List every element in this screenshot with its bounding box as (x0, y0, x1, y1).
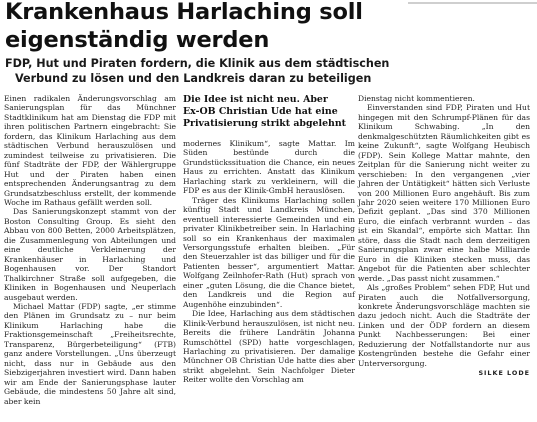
body-paragraph: Als „großes Problem“ sehen FDP, Hut und Piraten auch die Notfallversorgung, konkrete Änderungsvorschläge machten sie dazu jedoch nicht. Auch die Stadträte der Linken und der ÖDP fordern an diesem Punkt Nachbesserungen: Bei einer Reduzierung der Notfallstandorte nur aus Kostengründen bestehe die Gefahr einer Unterversorgung. (358, 283, 530, 368)
author-byline: SILKE LODE (478, 369, 530, 378)
page-edge-rule (408, 0, 537, 8)
pull-quote-line: Die Idee ist nicht neu. Aber (183, 94, 328, 105)
headline-line: eigenständig werden (5, 27, 270, 53)
body-paragraph: Das Sanierungskonzept stammt von der Boston Consulting Group. Es sieht den Abbau von 800 Betten, 2000 Arbeitsplätzen, die Zusammenlegung von Abteilungen und eine deutliche Verkleinerung der Krankenhäuser in Harlaching und Bogenhausen vor. Der Standort Thalkirchner Straße soll aufgegeben, die Kliniken in Bogenhausen und Neuperlach ausgebaut werden. (4, 207, 176, 302)
body-paragraph: modernes Klinikum“, sagte Mattar. Im Süden bestünde durch die Grundstückssituation die Chance, ein neues Haus zu errichten. Anstatt das Klinikum Harlaching stark zu verkleinern, will die FDP es aus der Klinik-GmbH herauslösen. (183, 139, 355, 196)
pull-quote (183, 94, 355, 130)
article-headline (5, 0, 405, 54)
article-column-1 (4, 94, 176, 406)
headline-line: Krankenhaus Harlaching soll (5, 0, 363, 25)
body-paragraph: Die Idee, Harlaching aus dem städtischen Klinik-Verbund herauszulösen, ist nicht neu. Bereits die frühere Landrätin Johanna Rumschöttel (SPD) hatte vorgeschlagen, Harlaching zu privatisieren. Der damalige Münchner OB Christian Ude hatte dies aber strikt abgelehnt. Sein Nachfolger Dieter Reiter wollte den Vorschlag am (183, 309, 355, 385)
pull-quote-line: Privatisierung strikt abgelehnt (183, 118, 346, 129)
body-paragraph: Dienstag nicht kommentieren. (358, 94, 475, 103)
article-column-2 (183, 94, 355, 385)
subhead-line: Verbund zu lösen und den Landkreis daran zu beteiligen (15, 72, 372, 85)
body-paragraph: Michael Mattar (FDP) sagte, „er stimme den Plänen im Grundsatz zu – nur beim Klinikum Harlaching habe die Fraktionsgemeinschaft „Freiheitsrechte, Transparenz, Bürgerbeteiligung“ (FTB) ganz andere Vorstellungen. „Uns überzeugt nicht, dass nur in Gebäude aus den Siebzigerjahren investiert wird. Dann haben wir am Ende der Sanierungsphase lauter Gebäude, die mindestens 50 Jahre alt sind, aber kein (4, 301, 176, 406)
article-subhead (5, 56, 425, 86)
article-column-3 (358, 94, 530, 379)
pull-quote-line: Ex-OB Christian Ude hat eine (183, 106, 338, 117)
subhead-line: FDP, Hut und Piraten fordern, die Klinik aus dem städtischen (5, 57, 390, 70)
body-paragraph: Einverstanden sind FDP, Piraten und Hut hingegen mit den Schrumpf-Plänen für das Klinikum Schwabing. „In den denkmalgeschützten Räumlichkeiten gibt es keine Zukunft“, sagte Wolfgang Heubisch (FDP). Sein Kollege Mattar mahnte, den Zeitplan für die Sanierung nicht weiter zu verschieben: In den vergangenen „vier Jahren der Untätigkeit“ hätten sich Verluste von 200 Millionen Euro angehäuft. Bis zum Jahr 2020 seien weitere 170 Millionen Euro Defizit geplant. „Das sind 370 Millionen Euro, die einfach verbrannt wurden – das ist ein Skandal“, empörte sich Mattar. Ihn störe, dass die Stadt nach dem derzeitigen Sanierungsplan zwar eine halbe Milliarde Euro in die Kliniken stecken muss, das Angebot für die Patienten aber schlechter werde. „Das passt nicht zusammen.“ (358, 103, 530, 283)
body-paragraph: Einen radikalen Änderungsvorschlag am Sanierungsplan für das Münchner Stadtklinikum hat am Dienstag die FDP mit ihren politischen Partnern eingebracht: Sie fordern, das Klinikum Harlaching aus dem städtischen Verbund herauszulösen und zumindest teilweise zu privatisieren. Die fünf Stadträte der FDP, der Wählergruppe Hut und der Piraten haben einen entsprechenden Änderungsantrag zu dem Grundsatzbeschluss erstellt, der kommende Woche im Rathaus gefällt werden soll. (4, 94, 176, 207)
body-paragraph: Träger des Klinikums Harlaching sollen künftig Stadt und Landkreis München, eventuell interessierte Gemeinden und ein privater Klinikbetreiber sein. In Harlaching soll so ein Krankenhaus der maximalen Versorgungsstufe erhalten bleiben. „Für den Steuerzahler ist das billiger und für die Patienten besser“, argumentiert Mattar. Wolfgang Zeilnhofer-Rath (Hut) sprach von einer „guten Lösung, die die Chance bietet, den Landkreis und die Region auf Augenhöhe einzubinden“. (183, 195, 355, 309)
